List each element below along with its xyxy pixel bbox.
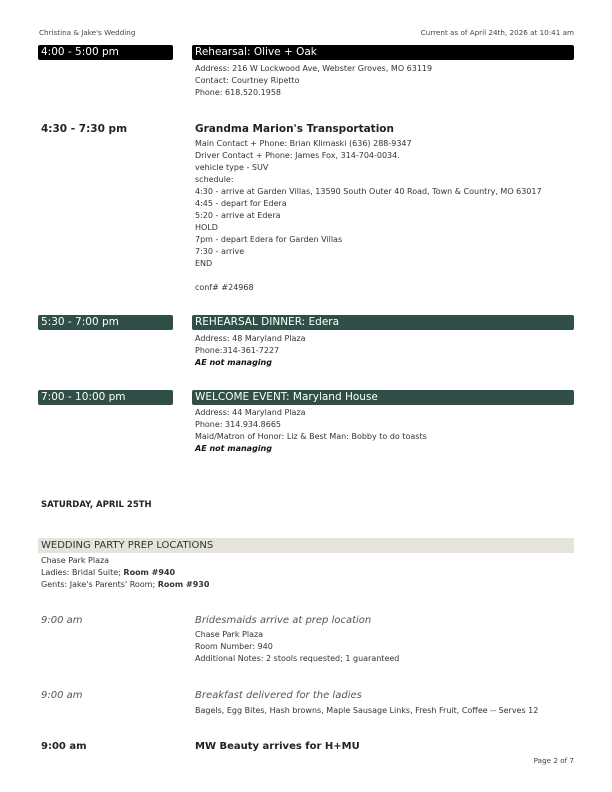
detail-line: Main Contact + Phone: Brian Klimaski (636) 288-9347 [195,139,412,148]
item-time: 9:00 am [41,690,83,701]
event-title: Rehearsal: Olive + Oak [192,45,574,60]
prep-locations-heading: WEDDING PARTY PREP LOCATIONS [38,538,574,553]
item-details [195,705,538,717]
detail-line: Additional Notes: 2 stools requested; 1 guaranteed [195,654,400,663]
event-details [195,407,427,455]
event-title: WELCOME EVENT: Maryland House [192,390,574,405]
detail-line: Phone: 618.520.1958 [195,88,282,97]
event-title: REHEARSAL DINNER: Edera [192,315,574,330]
detail-line: Phone: 314.934.8665 [195,420,282,429]
ladies-room: Room #940 [123,568,176,577]
timestamp: Current as of April 24th, 2026 at 10:41 am [420,28,574,37]
item-time: 9:00 am [41,741,87,752]
detail-line: Address: 216 W Lockwood Ave, Webster Groves, MO 63119 [195,64,433,73]
ladies-label: Ladies: Bridal Suite; [41,568,124,577]
confirmation-number: conf# #24968 [195,283,254,292]
event-time: 7:00 - 10:00 pm [38,390,173,405]
gents-room: Room #930 [157,580,210,589]
detail-line: 7pm - depart Edera for Garden Villas [195,235,343,244]
detail-line: 4:30 - arrive at Garden Villas, 13590 South Outer 40 Road, Town & Country, MO 63017 [195,187,542,196]
detail-line: Address: 48 Maryland Plaza [195,334,306,343]
managing-note: AE not managing [195,358,272,367]
event-details [195,138,542,294]
blank-line [195,270,542,282]
day-heading: SATURDAY, APRIL 25TH [41,500,152,510]
item-title: Breakfast delivered for the ladies [195,690,362,701]
prep-venue: Chase Park Plaza [41,556,110,565]
detail-line: END [195,259,213,268]
prep-locations [41,555,209,591]
item-time: 9:00 am [41,615,83,626]
detail-line: Chase Park Plaza [195,630,264,639]
document-title: Christina & Jake's Wedding [39,28,136,37]
detail-line: 7:30 - arrive [195,247,245,256]
detail-line: vehicle type - SUV [195,163,269,172]
event-details [195,333,306,369]
detail-line: Driver Contact + Phone: James Fox, 314-704-0034. [195,151,400,160]
detail-line: Contact: Courtney Ripetto [195,76,300,85]
detail-line: Bagels, Egg Bites, Hash browns, Maple Sausage Links, Fresh Fruit, Coffee -- Serves 12 [195,706,539,715]
gents-room-line [41,579,209,591]
detail-line: Address: 44 Maryland Plaza [195,408,306,417]
item-details [195,629,399,665]
ladies-room-line [41,567,209,579]
detail-line: Room Number: 940 [195,642,273,651]
page-number: Page 2 of 7 [533,756,574,765]
item-title: Bridesmaids arrive at prep location [195,615,372,626]
detail-line: 5:20 - arrive at Edera [195,211,281,220]
event-time: 4:30 - 7:30 pm [41,123,128,135]
event-time: 5:30 - 7:00 pm [38,315,173,330]
detail-line: HOLD [195,223,218,232]
detail-line: Maid/Matron of Honor: Liz & Best Man: Bobby to do toasts [195,432,427,441]
item-title: MW Beauty arrives for H+MU [195,741,360,752]
detail-line: schedule: [195,175,234,184]
detail-line: Phone:314-361-7227 [195,346,280,355]
detail-line: 4:45 - depart for Edera [195,199,287,208]
managing-note: AE not managing [195,444,272,453]
event-time: 4:00 - 5:00 pm [38,45,173,60]
gents-label: Gents: Jake's Parents' Room; [41,580,158,589]
event-details [195,63,432,99]
event-title: Grandma Marion's Transportation [195,123,394,135]
